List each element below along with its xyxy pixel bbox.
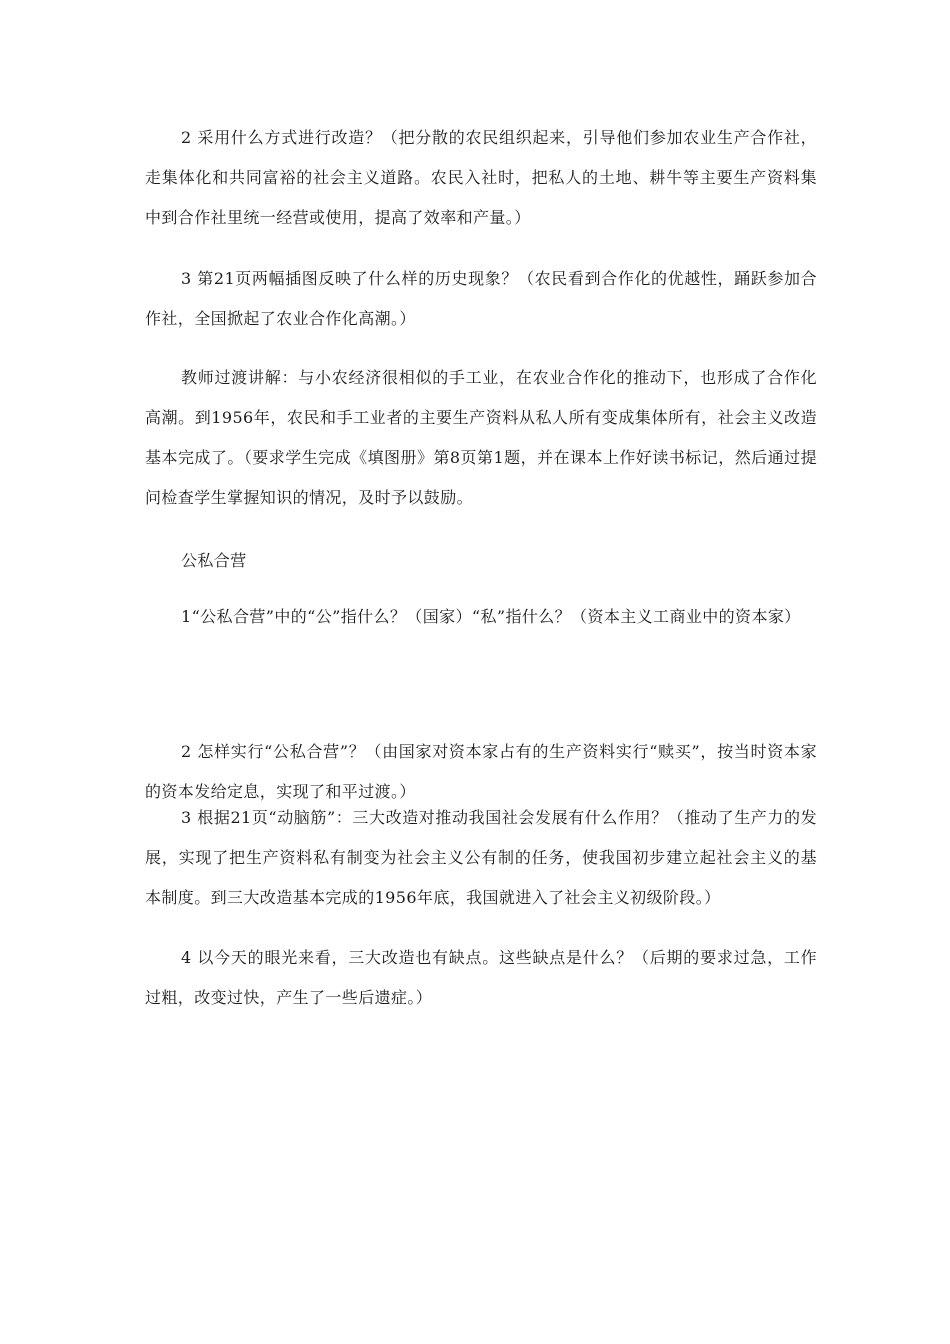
question-3-paragraph: 3 第21页两幅插图反映了什么样的历史现象？（农民看到合作化的优越性，踊跃参加合作社，全国掀起了农业合作化高潮。） bbox=[145, 269, 817, 328]
section-heading: 公私合营 bbox=[181, 551, 247, 570]
public-private-question-3: 3 根据21页“动脑筋”：三大改造对推动我国社会发展有什么作用？（推动了生产力的发展，实现了把生产资料私有制变为社会主义公有制的任务，使我国初步建立起社会主义的基本制度。到三大改造基本完成的1956年底，我国就进入了社会主义初级阶段。） bbox=[145, 808, 817, 907]
teacher-transition-paragraph: 教师过渡讲解：与小农经济很相似的手工业，在农业合作化的推动下，也形成了合作化高潮。到1956年，农民和手工业者的主要生产资料从私人所有变成集体所有，社会主义改造基本完成了。（要求学生完成《填图册》第8页第1题，并在课本上作好读书标记，然后通过提问检查学生掌握知识的情况，及时予以鼓励。 bbox=[145, 368, 817, 507]
public-private-question-4: 4 以今天的眼光来看，三大改造也有缺点。这些缺点是什么？（后期的要求过急，工作过粗，改变过快，产生了一些后遗症。） bbox=[145, 948, 817, 1007]
public-private-question-2: 2 怎样实行“公私合营”？（由国家对资本家占有的生产资料实行“赎买”，按当时资本家的资本发给定息，实现了和平过渡。） bbox=[145, 742, 817, 801]
public-private-question-1: 1“公私合营”中的“公”指什么？（国家）“私”指什么？（资本主义工商业中的资本家） bbox=[181, 607, 801, 626]
question-2-paragraph: 2 采用什么方式进行改造？（把分散的农民组织起来，引导他们参加农业生产合作社，走集体化和共同富裕的社会主义道路。农民入社时，把私人的土地、耕牛等主要生产资料集中到合作社里统一经营或使用，提高了效率和产量。） bbox=[145, 128, 817, 227]
